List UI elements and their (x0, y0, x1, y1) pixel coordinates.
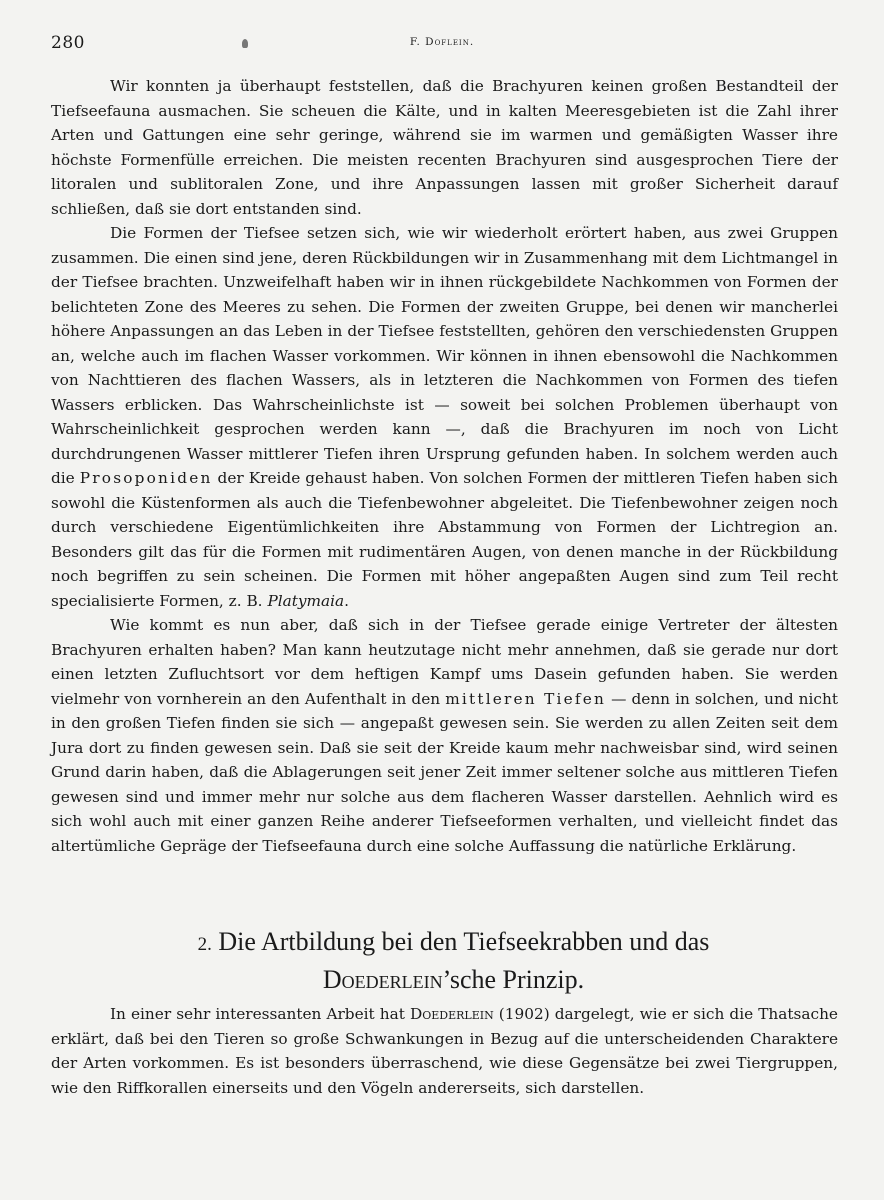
section-title-author: Doederlein (322, 965, 443, 994)
paragraph-1: Wir konnten ja überhaupt feststellen, daß die Brachyuren keinen großen Bestandteil der Tiefseefauna ausmachen. Sie scheuen die Kälte, und in kalten Meeresgebieten ist die Zahl ihrer Arten und Gattungen eine sehr geringe, während sie im warmen und gemäßigten Wasser ihre höchste Formenfülle erreichen. Die meisten recenten Brachyuren sind ausgesprochen Tiere der litoralen und sublitoralen Zone, und ihre Anpassungen lassen mit großer Sicherheit darauf schließen, daß sie dort entstanden sind. (51, 77, 838, 218)
page-number: 280 (51, 33, 85, 53)
paragraph-4-part-1: In einer sehr interessanten Arbeit hat (110, 1005, 405, 1023)
paragraph-2 (51, 221, 838, 613)
paragraph-4 (51, 1002, 838, 1100)
emphasized-term: mittleren Tiefen (445, 689, 607, 708)
paragraph-3-part-1: Wie kommt es nun aber, daß sich in der Tiefsee gerade einige Vertreter der ältesten Brachyuren erhalten haben? Man kann heutzutage nicht mehr annehmen, daß sie gerade nur dort einen letzten Zufluchtsort vor dem heftigen Kampf ums Dasein gefunden haben. Sie werden vielmehr von vornherein an den Aufenthalt in den (51, 616, 838, 708)
paragraph-3-part-2: — denn in solchen, und nicht in den großen Tiefen finden sie sich — angepaßt gewesen sein. Sie werden zu allen Zeiten seit dem Jura dort zu finden gewesen sein. Daß sie seit der Kreide kaum mehr nachweisbar sind, wird seinen Grund darin haben, daß die Ablagerungen seit jener Zeit immer seltener solche aus mittleren Tiefen gewesen sind und immer mehr nur solche aus dem flacheren Wasser darstellen. Aehnlich wird es sich wohl auch mit einer ganzen Reihe anderer Tiefseeformen verhalten, und vielleicht findet das altertümliche Gepräge der Tiefseefauna durch eine solche Auffassung die natürliche Erklärung. (51, 689, 838, 855)
running-head: F. Doflein. (409, 36, 475, 48)
cited-author: Doederlein (409, 1005, 494, 1023)
paragraph-3 (51, 613, 838, 858)
section-title-line-1: Die Artbildung bei den Tiefseekrabben und das (218, 927, 710, 956)
paragraph-4-part-2: (1902) dargelegt, wie er sich die Thatsache erklärt, daß bei den Tieren so große Schwankungen in Bezug auf die unterscheidenden Charaktere der Arten vorkommen. Es ist besonders überraschend, wie diese Gegensätze bei zwei Tiergruppen, wie den Riffkorallen einerseits und den Vögeln andererseits, sich darstellen. (51, 1005, 838, 1097)
paragraph-2-part-1: Die Formen der Tiefsee setzen sich, wie wir wiederholt erörtert haben, aus zwei Gruppen zusammen. Die einen sind jene, deren Rückbildungen wir in Zusammenhang mit dem Lichtmangel in der Tiefsee brachten. Unzweifelhaft haben wir in ihnen rückgebildete Nachkommen von Formen der belichteten Zone des Meeres zu sehen. Die Formen der zweiten Gruppe, bei denen wir mancherlei höhere Anpassungen an das Leben in der Tiefsee feststellten, gehören den verschiedensten Gruppen an, welche auch im flachen Wasser vorkommen. Wir können in ihnen ebensowohl die Nachkommen von Nachttieren des flachen Wassers, als in letzteren die Nachkommen von Formen des tiefen Wassers erblicken. Das Wahrscheinlichste ist — soweit bei solchen Problemen überhaupt von Wahrscheinlichkeit gesprochen werden kann —, daß die Brachyuren im noch von Licht durchdrungenen Wasser mittlerer Tiefen ihren Ursprung gefunden haben. In solchem werden auch die (51, 224, 838, 487)
section-title-line-2: ’sche Prinzip. (442, 965, 585, 994)
section-body (51, 1002, 838, 1100)
section-number: 2. (197, 934, 212, 955)
genus-name: Platymaia (267, 591, 345, 610)
paragraph-2-end: . (344, 591, 350, 610)
paragraph-2-part-2: der Kreide gehaust haben. Von solchen Formen der mittleren Tiefen haben sich sowohl die Küstenformen als auch die Tiefenbewohner abgeleitet. Die Tiefenbewohner zeigen noch durch verschiedene Eigentümlichkeiten ihre Abstammung von Formen der Lichtregion an. Besonders gilt das für die Formen mit rudimentären Augen, von denen manche in der Rückbildung noch begriffen zu sein scheinen. Die Formen mit höher angepaßten Augen sind zum Teil recht specialisierte Formen, z. B. (51, 469, 838, 610)
body-text (51, 74, 838, 858)
section-heading (60, 924, 847, 997)
emphasized-term: Prosoponiden (79, 469, 213, 487)
